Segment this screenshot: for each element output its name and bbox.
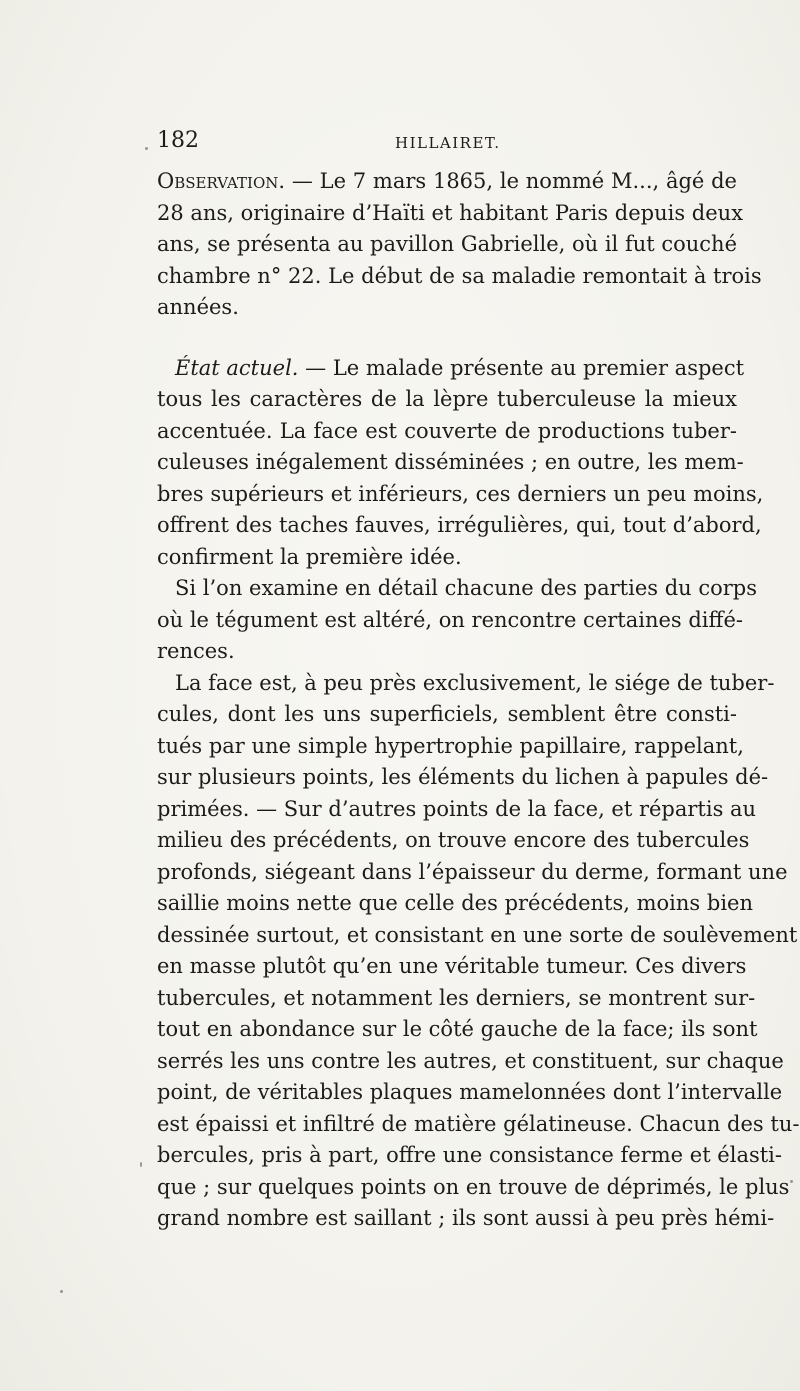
text-line: tubercules, et notamment les derniers, se montrent sur- xyxy=(157,985,756,1010)
text-line: accentuée. La face est couverte de productions tuber- xyxy=(157,418,737,443)
paragraph-gap xyxy=(157,324,737,353)
text-line: La face est, à peu près exclusivement, le siége de tuber- xyxy=(175,670,775,695)
paper-speck xyxy=(60,1290,63,1293)
text-line: sur plusieurs points, les éléments du lichen à papules dé- xyxy=(157,765,769,789)
text-line: offrent des taches fauves, irrégulières, qui, tout d’abord, xyxy=(157,513,762,537)
page-number: 182 xyxy=(157,128,199,153)
text-line: grand nombre est saillant ; ils sont aussi à peu près hémi- xyxy=(157,1206,775,1230)
paper-speck xyxy=(145,147,148,150)
text-line: Observation. — Le 7 mars 1865, le nommé M..., âgé de xyxy=(157,169,737,193)
text-line: rences. xyxy=(157,639,235,663)
text-line: saillie moins nette que celle des précédents, moins bien xyxy=(157,891,753,915)
running-head: HILLAIRET. xyxy=(395,134,501,152)
text-line: tous les caractères de la lèpre tuberculeuse la mieux xyxy=(157,387,737,411)
text-line: que ; sur quelques points on en trouve de déprimés, le plus xyxy=(157,1174,790,1199)
text-line: milieu des précédents, on trouve encore des tubercules xyxy=(157,828,750,852)
text-line: est épaissi et infiltré de matière gélatineuse. Chacun des tu- xyxy=(157,1111,800,1136)
text-line: où le tégument est altéré, on rencontre certaines diffé- xyxy=(157,607,743,632)
text-line: primées. — Sur d’autres points de la face, et répartis au xyxy=(157,796,757,821)
text-line: État actuel. — Le malade présente au premier aspect xyxy=(175,355,745,380)
paper-speck xyxy=(790,1180,793,1183)
text-line: chambre n° 22. Le début de sa maladie remontait à trois xyxy=(157,263,762,288)
text-line: culeuses inégalement disséminées ; en outre, les mem- xyxy=(157,450,744,474)
paper-speck xyxy=(140,1162,142,1167)
paragraph-lead-etat-actuel: État actuel. xyxy=(175,355,299,380)
text-line: serrés les uns contre les autres, et constituent, sur chaque xyxy=(157,1048,784,1073)
text-line: ans, se présenta au pavillon Gabrielle, où il fut couché xyxy=(157,232,738,256)
text-line: point, de véritables plaques mamelonnées dont l’intervalle xyxy=(157,1080,783,1104)
text-line: confirment la première idée. xyxy=(157,544,462,569)
text-line: Si l’on examine en détail chacune des parties du corps xyxy=(175,576,758,600)
text-line: tout en abondance sur le côté gauche de la face; ils sont xyxy=(157,1017,758,1041)
text-line: cules, dont les uns superficiels, semblent être consti- xyxy=(157,702,737,726)
text-line: années. xyxy=(157,295,239,319)
text-line: en masse plutôt qu’en une véritable tumeur. Ces divers xyxy=(157,954,747,978)
text-line: bercules, pris à part, offre une consistance ferme et élasti- xyxy=(157,1143,782,1167)
text-line: dessinée surtout, et consistant en une sorte de soulèvement xyxy=(157,922,798,947)
text-line: tués par une simple hypertrophie papillaire, rappelant, xyxy=(157,733,744,758)
body-text xyxy=(157,166,800,1235)
text-line: bres supérieurs et inférieurs, ces derniers un peu moins, xyxy=(157,481,764,506)
paragraph-lead-observation: Observation. xyxy=(157,169,286,193)
text-line: 28 ans, originaire d’Haïti et habitant Paris depuis deux xyxy=(157,200,744,225)
page-header xyxy=(157,128,737,158)
text-line: profonds, siégeant dans l’épaisseur du derme, formant une xyxy=(157,859,788,884)
